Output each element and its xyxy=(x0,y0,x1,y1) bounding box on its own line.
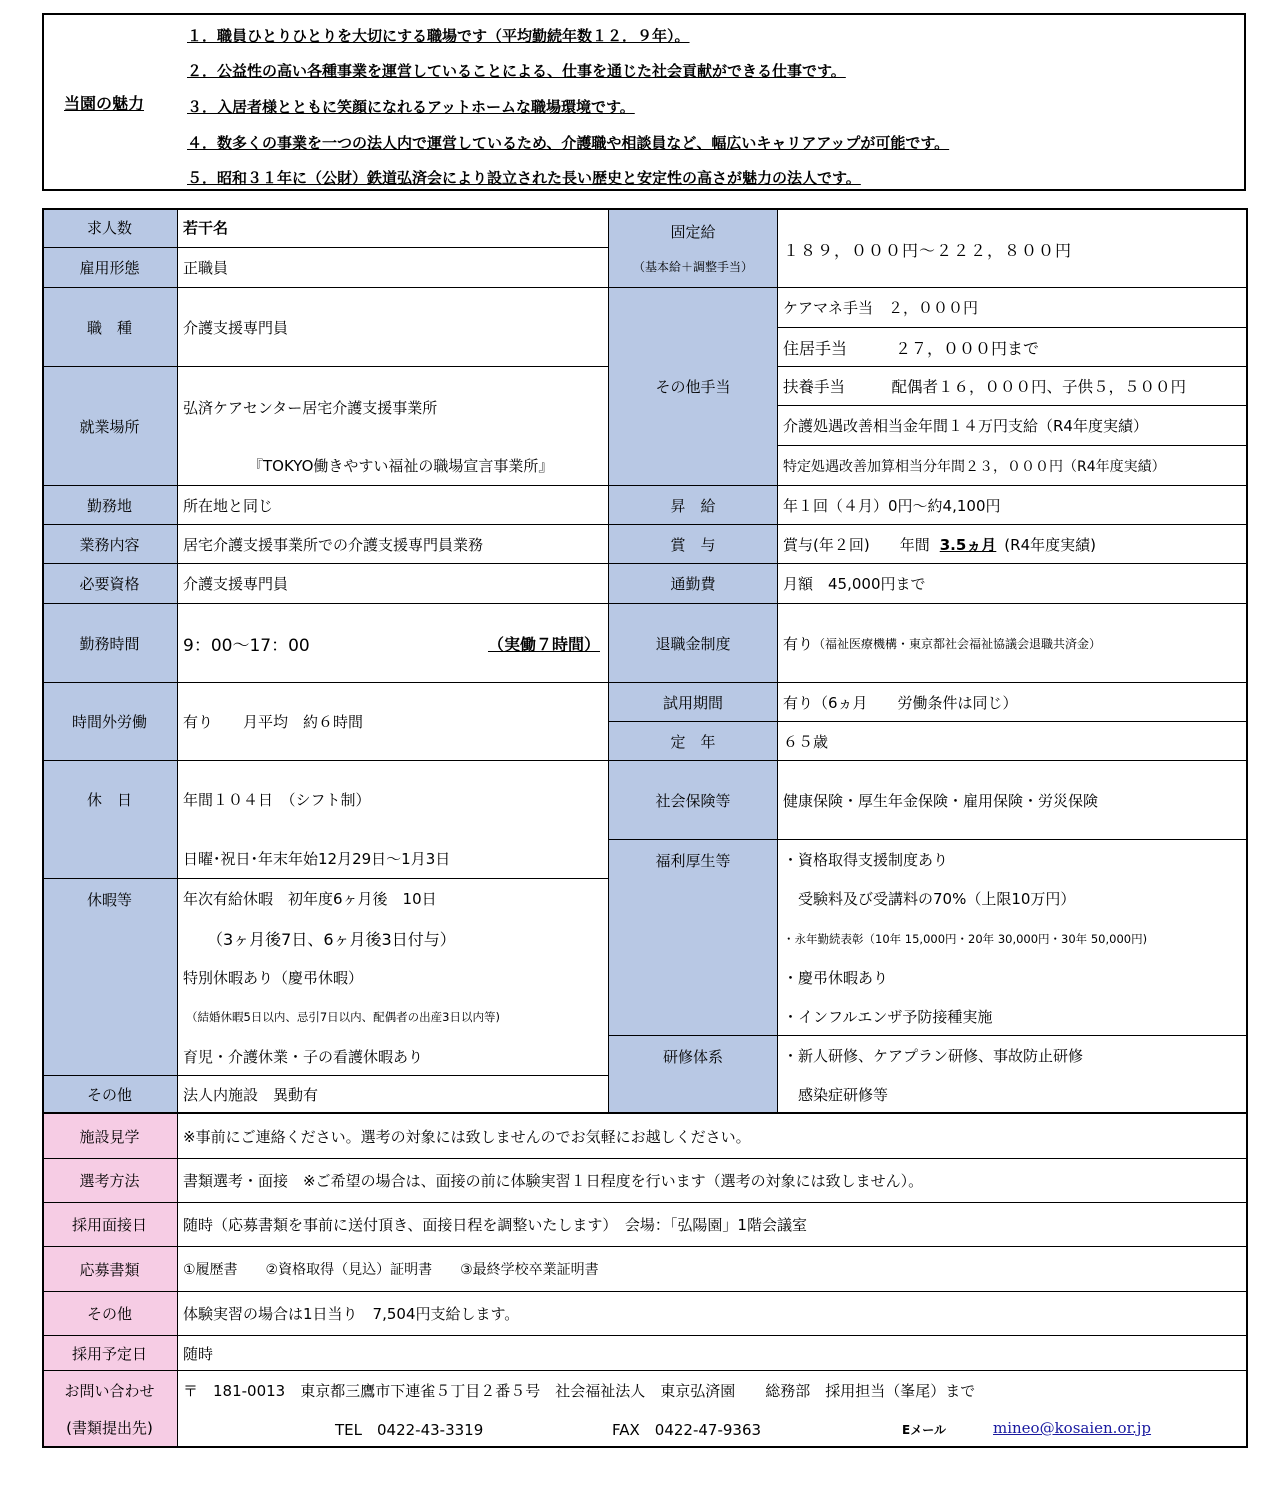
welfare-qualification: ・資格取得支援制度あり xyxy=(783,851,949,869)
trial-value: 有り（6ヵ月 労働条件は同じ） xyxy=(778,683,1248,722)
leave-value xyxy=(178,879,609,1076)
workplace-label: 就業場所 xyxy=(42,367,178,486)
welfare-leave: ・慶弔休暇あり xyxy=(783,969,889,987)
allowance-family: 扶養手当 配偶者１６，０００円、子供５，５００円 xyxy=(778,367,1248,406)
retirement-pay-value xyxy=(778,604,1248,683)
holidays-fixed: 日曜･祝日･年末年始12月29日〜1月3日 xyxy=(183,850,451,868)
employment-label: 雇用形態 xyxy=(42,248,178,288)
contact-label xyxy=(42,1371,178,1448)
job-value: 介護支援専門員 xyxy=(178,288,609,367)
allowance-care-improvement: 介護処遇改善相当金年間１４万円支給（R4年度実績） xyxy=(778,406,1248,446)
workplace-name: 弘済ケアセンター居宅介護支援事業所 xyxy=(183,399,438,417)
location-value: 所在地と同じ xyxy=(178,486,609,525)
retirement-pay-note: （福祉医療機構・東京都社会福祉協議会退職共済金） xyxy=(813,636,1102,651)
insurance-label: 社会保険等 xyxy=(609,761,778,840)
qualification-label: 必要資格 xyxy=(42,564,178,604)
trial-label: 試用期間 xyxy=(609,683,778,722)
retirement-age-value: ６５歳 xyxy=(778,722,1248,761)
duties-label: 業務内容 xyxy=(42,525,178,564)
holidays-value xyxy=(178,761,609,879)
appeal-line-4: ４．数多くの事業を一つの法人内で運営しているため、介護職や相談員など、幅広いキャリアアップが可能です。 xyxy=(187,134,950,152)
recruits-label: 求人数 xyxy=(42,208,178,248)
appeal-line-3: ３．入居者様とともに笑顔になれるアットホームな職場環境です。 xyxy=(187,98,635,116)
commute-label: 通勤費 xyxy=(609,564,778,604)
other-value: 法人内施設 異動有 xyxy=(178,1076,609,1114)
allowance-housing: 住居手当 ２７，０００円まで xyxy=(778,328,1248,367)
retirement-pay-yes: 有り xyxy=(783,634,814,653)
holidays-label: 休 日 xyxy=(42,761,178,879)
contact-email-link[interactable]: mineo@kosaien.or.jp xyxy=(993,1419,1152,1437)
leave-grant: （3ヶ月後7日、6ヶ月後3日付与） xyxy=(183,930,456,949)
contact-email-label: Eメール xyxy=(902,1423,946,1437)
start-label: 採用予定日 xyxy=(42,1336,178,1371)
leave-label: 休暇等 xyxy=(42,879,178,1076)
leave-childcare: 育児・介護休業・子の看護休暇あり xyxy=(183,1048,424,1066)
training-label: 研修体系 xyxy=(609,1036,778,1114)
selection-value: 書類選考・面接 ※ご希望の場合は、面接の前に体験実習１日程度を行います（選考の対象には致しません）。 xyxy=(178,1159,1248,1203)
allowance-specific-improvement: 特定処遇改善加算相当分年間２３，０００円（R4年度実績） xyxy=(778,446,1248,486)
documents-value: ①履歴書 ②資格取得（見込）証明書 ③最終学校卒業証明書 xyxy=(178,1247,1248,1292)
raise-label: 昇 給 xyxy=(609,486,778,525)
contact-value xyxy=(178,1371,1248,1448)
visit-label: 施設見学 xyxy=(42,1114,178,1159)
training-line-2: 感染症研修等 xyxy=(783,1086,889,1104)
table-left-border xyxy=(42,208,44,1448)
commute-value: 月額 45,000円まで xyxy=(778,564,1248,604)
training-line-1: ・新人研修、ケアプラン研修、事故防止研修 xyxy=(783,1047,1084,1065)
interview-value: 随時（応募書類を事前に送付頂き、面接日程を調整いたします） 会場：「弘陽園」1階会議室 xyxy=(178,1203,1248,1247)
appeal-line-1: １．職員ひとりひとりを大切にする職場です（平均勤続年数１２．９年）。 xyxy=(187,27,690,45)
appeal-box xyxy=(42,13,1246,191)
allowance-caremanager: ケアマネ手当 ２，０００円 xyxy=(778,288,1248,328)
workplace-declaration: 『TOKYO働きやすい福祉の職場宣言事業所』 xyxy=(248,457,554,475)
bonus-months: 3.5ヵ月 xyxy=(939,535,997,554)
job-label: 職 種 xyxy=(42,288,178,367)
hours-time: 9：00〜17：00 xyxy=(183,635,310,656)
qualification-value: 介護支援専門員 xyxy=(178,564,609,604)
documents-label: 応募書類 xyxy=(42,1247,178,1292)
recruits-value: 若干名 xyxy=(178,208,609,248)
contact-tel: TEL 0422-43-3319 xyxy=(335,1421,484,1439)
visit-value: ※事前にご連絡ください。選考の対象には致しませんのでお気軽にお越しください。 xyxy=(178,1114,1248,1159)
leave-special-detail: （結婚休暇5日以内、忌引7日以内、配偶者の出産3日以内等) xyxy=(186,1010,500,1024)
training-value xyxy=(778,1036,1248,1114)
bottom-other-value: 体験実習の場合は1日当り 7,504円支給します。 xyxy=(178,1292,1248,1336)
contact-fax: FAX 0422-47-9363 xyxy=(612,1421,762,1439)
workplace-value xyxy=(178,367,609,486)
welfare-award: ・永年勤続表彰（10年 15,000円・20年 30,000円・30年 50,000円) xyxy=(783,932,1148,946)
appeal-line-5: ５．昭和３１年に（公財）鉄道弘済会により設立された長い歴史と安定性の高さが魅力の法人です。 xyxy=(187,169,861,187)
contact-label-main: お問い合わせ xyxy=(64,1382,155,1400)
retirement-pay-label: 退職金制度 xyxy=(609,604,778,683)
welfare-label: 福利厚生等 xyxy=(609,840,778,1036)
selection-label: 選考方法 xyxy=(42,1159,178,1203)
fixed-pay-sublabel: （基本給＋調整手当） xyxy=(632,259,753,274)
appeal-line-2: ２．公益性の高い各種事業を運営していることによる、仕事を通じた社会貢献ができる仕事です。 xyxy=(187,62,846,80)
bonus-prefix: 賞与(年２回) 年間 xyxy=(783,535,930,554)
contact-label-sub: (書類提出先) xyxy=(66,1419,153,1437)
bonus-value xyxy=(778,525,1248,564)
hours-value xyxy=(178,604,609,683)
welfare-fee: 受験料及び受講料の70%（上限10万円） xyxy=(783,890,1076,908)
allowances-label: その他手当 xyxy=(609,288,778,486)
leave-special: 特別休暇あり（慶弔休暇） xyxy=(183,969,364,987)
other-label: その他 xyxy=(42,1076,178,1114)
contact-address: 〒 181-0013 東京都三鷹市下連雀５丁目２番５号 社会福祉法人 東京弘済園 総務部 採用担当（峯尾）まで xyxy=(183,1382,976,1400)
appeal-label: 当園の魅力 xyxy=(64,94,145,113)
bonus-label: 賞 与 xyxy=(609,525,778,564)
location-label: 勤務地 xyxy=(42,486,178,525)
fixed-pay-label xyxy=(609,208,778,288)
welfare-flu: ・インフルエンザ予防接種実施 xyxy=(783,1008,993,1026)
hours-label: 勤務時間 xyxy=(42,604,178,683)
welfare-value xyxy=(778,840,1248,1036)
fixed-pay-title: 固定給 xyxy=(670,222,716,241)
bonus-suffix: (R4年度実績) xyxy=(1004,535,1096,554)
start-value: 随時 xyxy=(178,1336,1248,1371)
holidays-annual: 年間１０４日 （シフト制） xyxy=(183,791,371,809)
fixed-pay-value: １８９，０００円〜２２２，８００円 xyxy=(778,208,1248,288)
overtime-value: 有り 月平均 約６時間 xyxy=(178,683,609,761)
overtime-label: 時間外労働 xyxy=(42,683,178,761)
job-info-table xyxy=(42,208,1248,1448)
insurance-value: 健康保険・厚生年金保険・雇用保険・労災保険 xyxy=(778,761,1248,840)
bottom-other-label: その他 xyxy=(42,1292,178,1336)
raise-value: 年１回（４月）0円〜約4,100円 xyxy=(778,486,1248,525)
duties-value: 居宅介護支援事業所での介護支援専門員業務 xyxy=(178,525,609,564)
interview-label: 採用面接日 xyxy=(42,1203,178,1247)
leave-annual: 年次有給休暇 初年度6ヶ月後 10日 xyxy=(183,890,437,908)
retirement-age-label: 定 年 xyxy=(609,722,778,761)
hours-actual: （実働７時間） xyxy=(487,634,600,654)
employment-value: 正職員 xyxy=(178,248,609,288)
